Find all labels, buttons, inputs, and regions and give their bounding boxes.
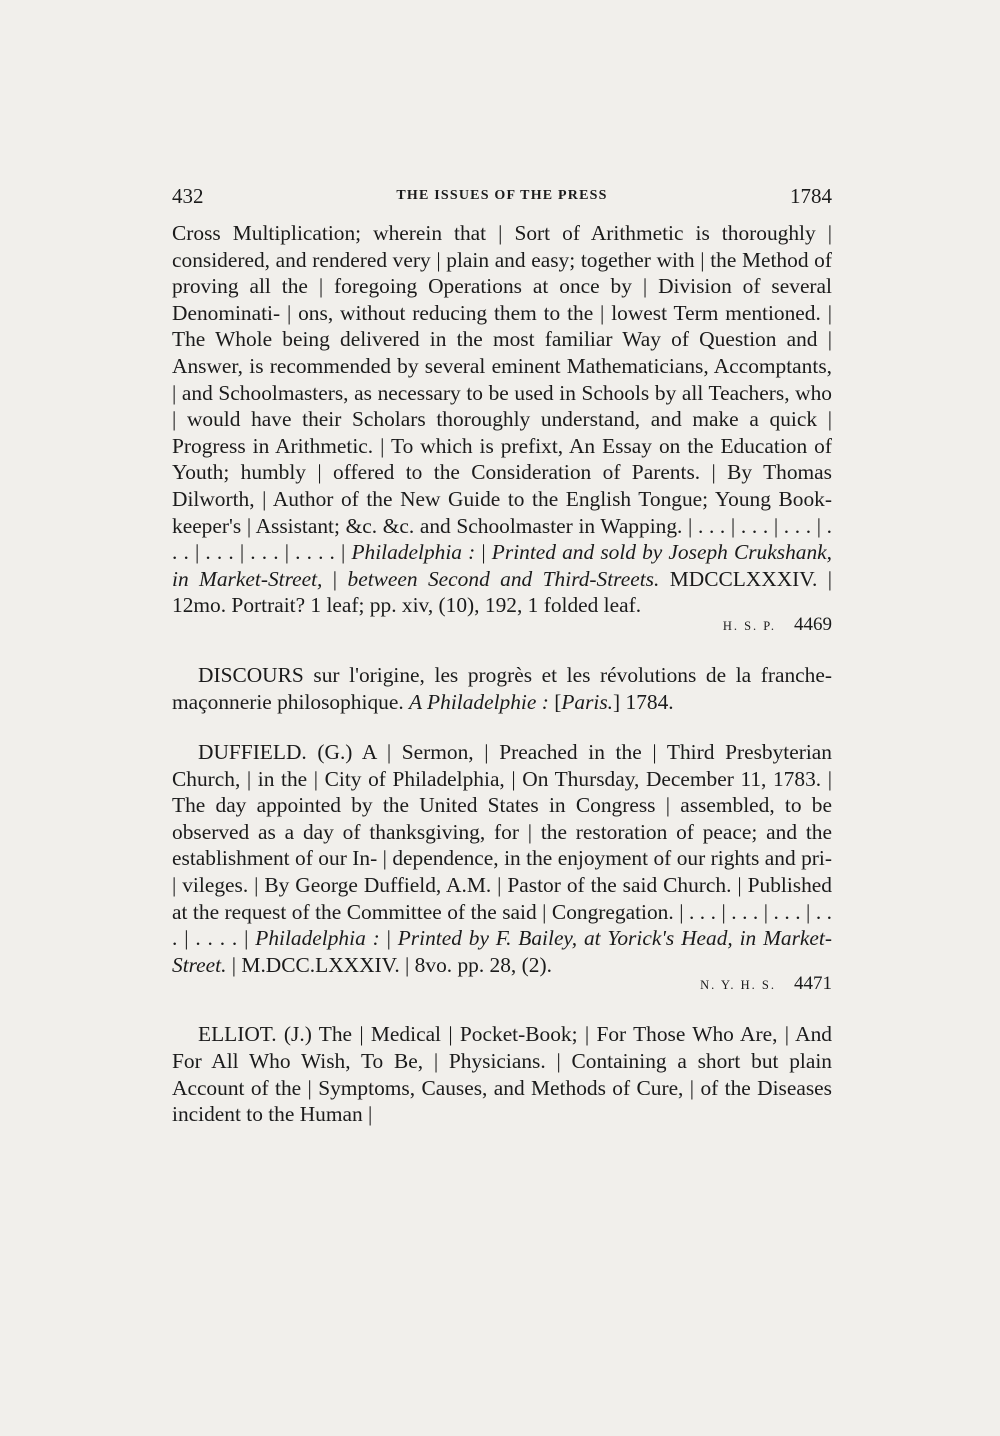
entry-text: Cross Multiplication; wherein that | Sort of Arithmetic is thoroughly | considered, and rendered very | plain and easy; together with | the Method of proving all the | foregoing Operations at once by | Division of several Denominati- | ons, without reducing them to the | lowest Term mentioned. | The Whole being delivered in the most familiar Way of Question and | Answer, is recommended by several eminent Mathematicians, Accomptants, | and Schoolmasters, as necessary to be used in Schools by all Teachers, who | would have their Scholars thoroughly understand, and make a quick | Progress in Arithmetic. | To which is prefixt, An Essay on the Education of Youth; humbly | offered to the Consideration of Parents. | By Thomas Dilworth, | Author of the New Guide to the English Tongue; Young Book-keeper's | Assistant; &c. &c. and Schoolmaster in Wapping. | . . . | . . . | . . . | . . . | . . . | . . . | . . . . | Philadelphia : | Printed and sold by Joseph Crukshank, in Market-Street, | between Second and Third-Streets. MDCCLXXXIV. | 12mo. Portrait? 1 leaf; pp. xiv, (10), 192, 1 folded leaf.	[172, 221, 832, 618]
entry-number: 4469	[794, 613, 832, 635]
entry-duffield	[172, 739, 832, 997]
library-abbreviation: H. S. P.	[722, 618, 776, 633]
library-abbreviation: N. Y. H. S.	[700, 978, 776, 993]
book-page	[172, 178, 832, 1128]
entry-discours	[172, 662, 832, 715]
entry-text: DUFFIELD. (G.) A | Sermon, | Preached in the | Third Presbyterian Church, | in the | City of Philadelphia, | On Thursday, December 11, 1783. | The day appointed by the United States in Congress | assembled, to be observed as a day of thanksgiving, for | the restoration of peace; and the establishment of our In- | dependence, in the enjoyment of our rights and pri- | vileges. | By George Duffield, A.M. | Pastor of the said Church. | Published at the request of the Committee of the said | Congregation. | . . . | . . . | . . . | . . . | . . . . | Philadelphia : | Printed by F. Bailey, at Yorick's Head, in Market-Street. | M.DCC.LXXXIV. | 8vo. pp. 28, (2).	[172, 740, 832, 977]
entry-text: DISCOURS sur l'origine, les progrès et les révolutions de la franche-maçonnerie philosophique. A Philadelphie : [Paris.] 1784.	[172, 662, 832, 714]
page-number: 432	[172, 184, 204, 208]
running-head	[172, 178, 832, 208]
running-title: THE ISSUES OF THE PRESS	[396, 188, 608, 203]
entry-arithmetic-continuation	[172, 220, 832, 638]
entry-text: ELLIOT. (J.) The | Medical | Pocket-Book; | For Those Who Are, | And For All Who Wish, To Be, | Physicians. | Containing a short but plain Account of the | Symptoms, Causes, and Methods of Cure, | of the Diseases incident to the Human |	[172, 1022, 832, 1127]
header-year: 1784	[790, 184, 832, 208]
entry-elliot	[172, 1021, 832, 1127]
entry-number: 4471	[794, 973, 832, 995]
